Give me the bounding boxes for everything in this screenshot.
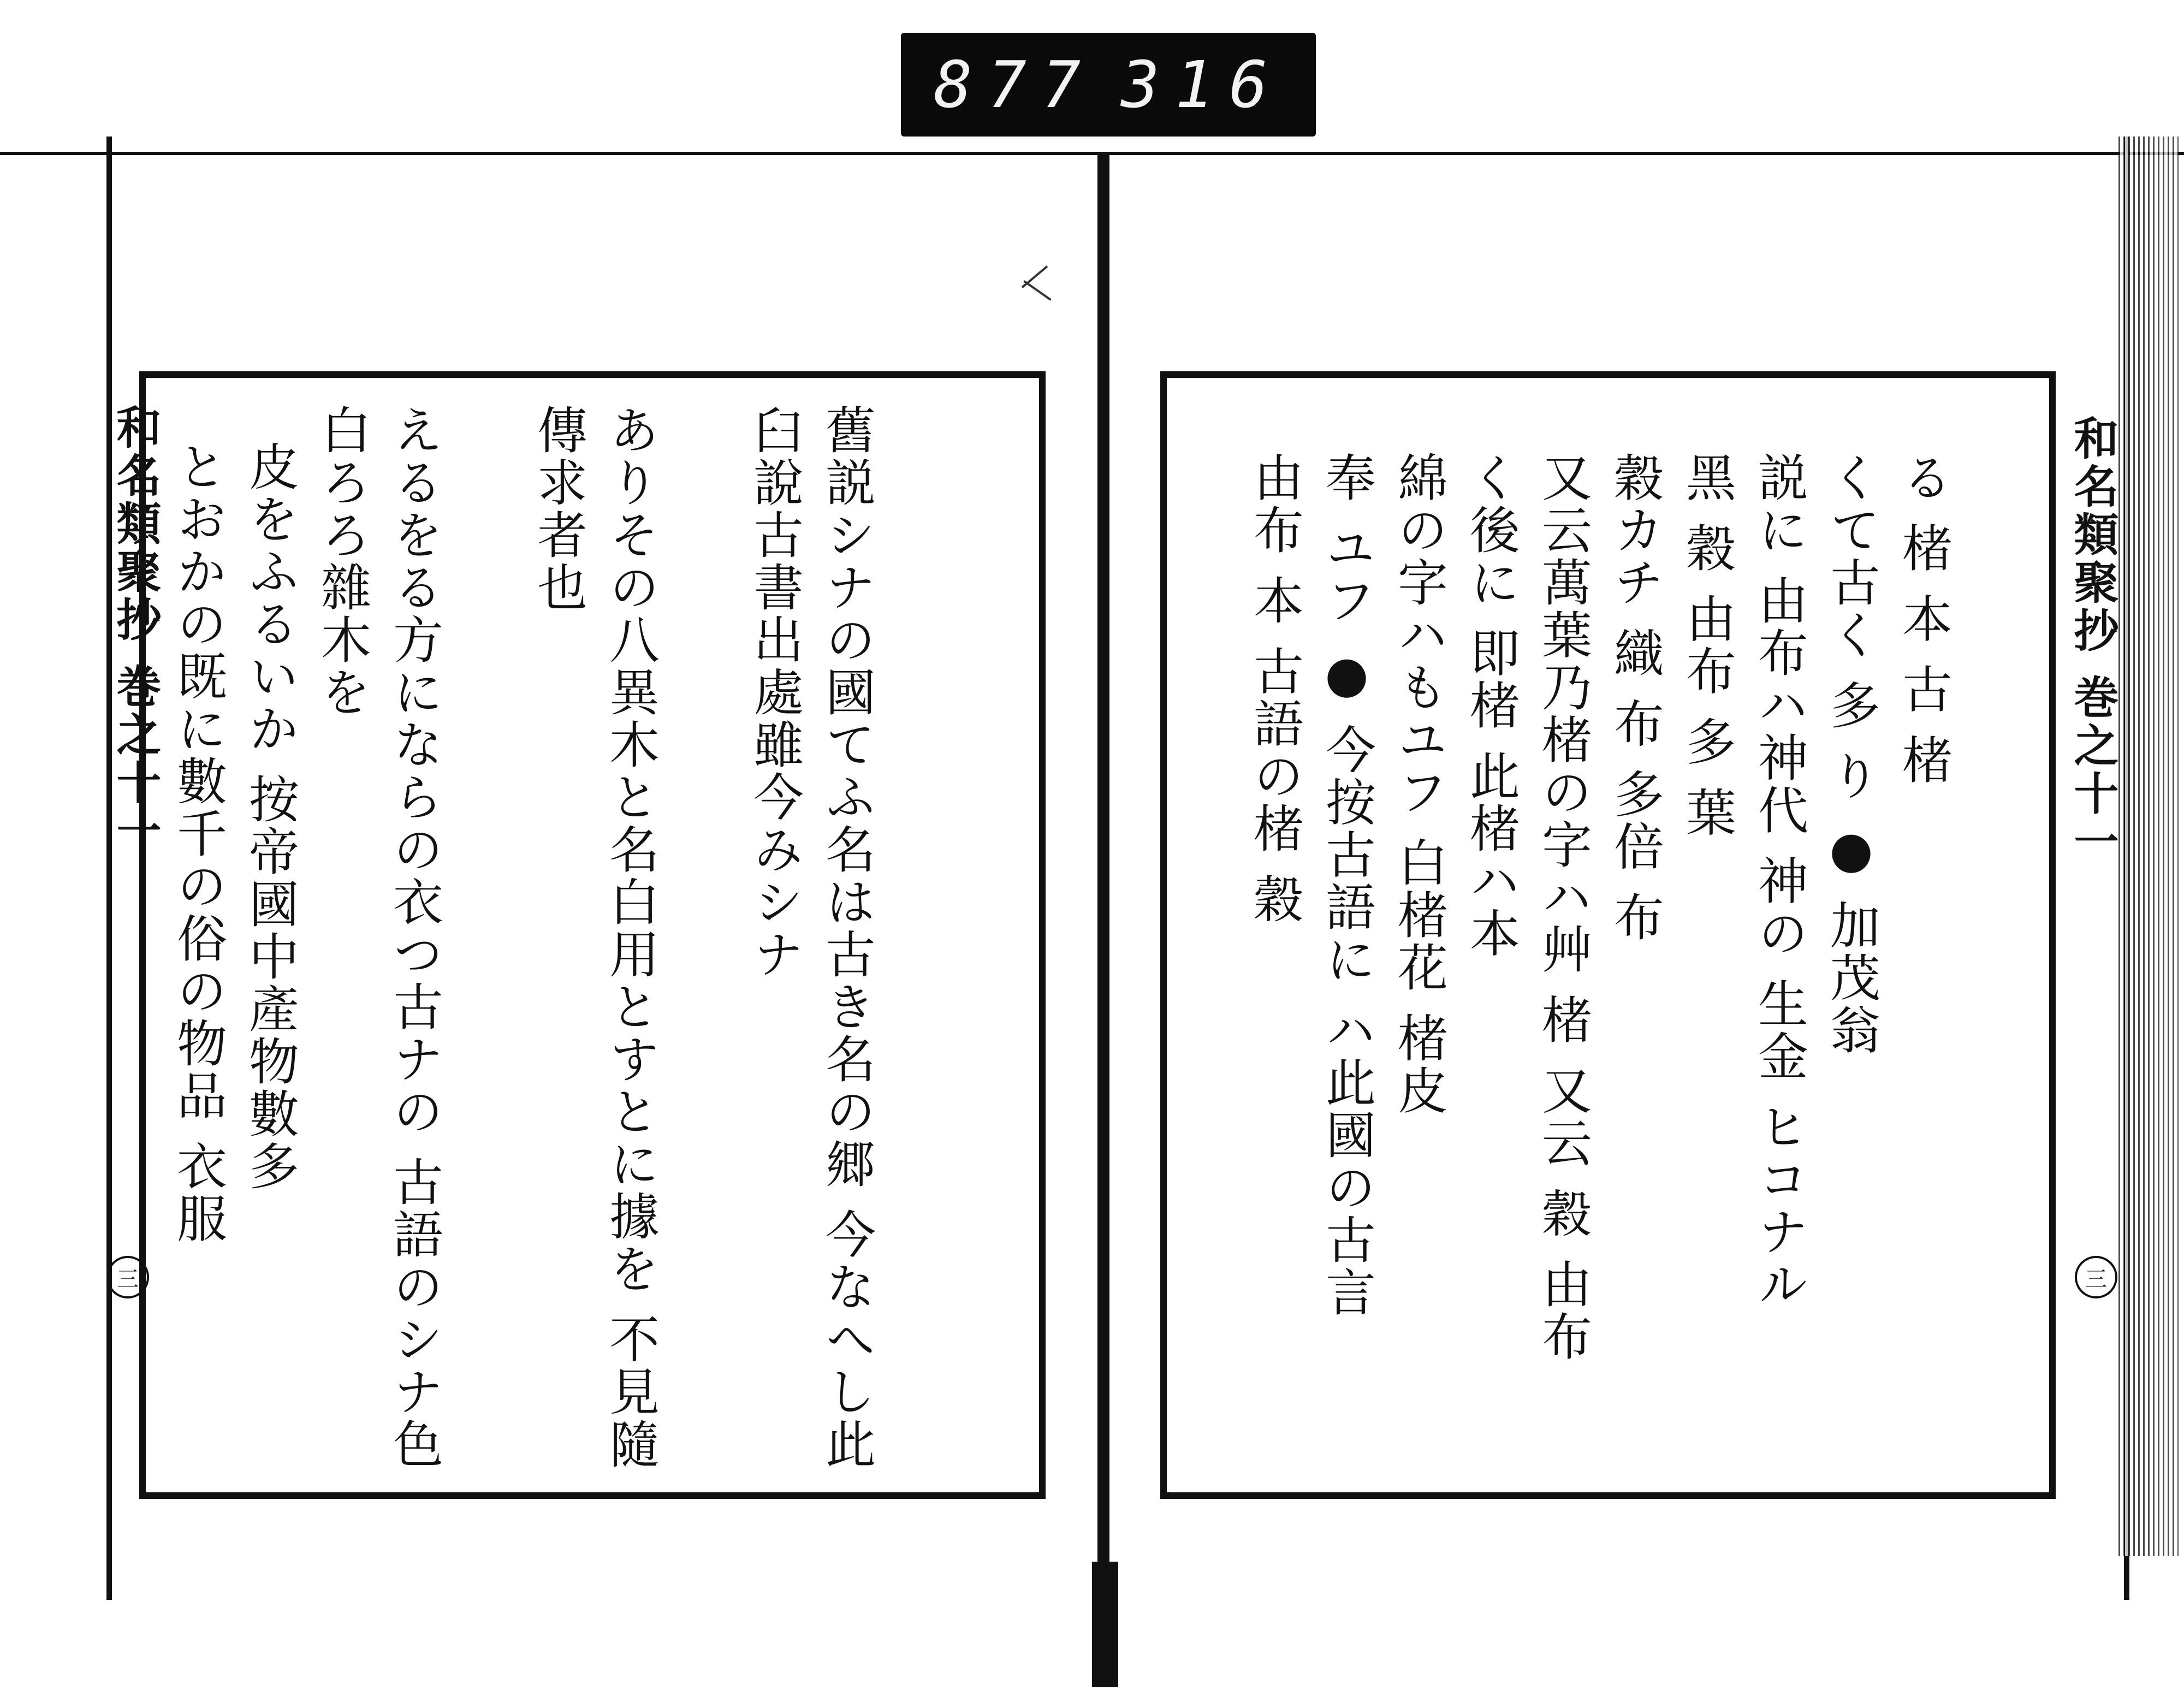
- catalog-number-right: 316: [1120, 47, 1283, 122]
- text-column: る 楮 本 古 楮: [1894, 451, 1952, 786]
- text-column: ありその八異木と名白用とすとに據を 不見隨傳求者也: [529, 404, 660, 1471]
- text-column: 由布 本 古語の楮 穀: [1245, 451, 1304, 926]
- catalog-number-left: 877: [934, 47, 1096, 122]
- left-page-text: [158, 404, 1026, 1474]
- text-column: 黑 穀 由布 多 葉: [1678, 451, 1736, 839]
- spine-clip: [1092, 1562, 1118, 1687]
- left-folio: 三: [106, 1256, 149, 1298]
- page-edges: [2118, 137, 2179, 1556]
- text-column: くて古く 多 り ● 加茂翁: [1822, 451, 1880, 1057]
- text-column: えるをる方にならの衣つ古ナの 古語のシナ色白ろろ雜木を: [313, 404, 443, 1471]
- text-column: 皮をふるいか 按帝國中產物數多: [241, 440, 299, 1193]
- text-column: く後に 即楮 此楮ハ本: [1462, 451, 1520, 959]
- book-spine: [1097, 153, 1109, 1687]
- text-column: 穀カチ 織 布 多倍 布: [1606, 451, 1664, 944]
- text-column: 奉 ユフ ● 今按古語に ハ此國の古言: [1317, 451, 1376, 1319]
- text-column: [158, 441, 162, 1088]
- text-column: 説に 由布ハ神代 神の 生金 ヒコナル: [1750, 451, 1808, 1310]
- text-column: 綿の字ハもユフ 白楮花 楮皮: [1390, 451, 1448, 1117]
- right-margin-title: 和名類聚抄 巻之十一: [2067, 415, 2119, 867]
- right-page-text: [1179, 415, 2031, 1474]
- right-folio: 三: [2075, 1256, 2117, 1298]
- catalog-label: [901, 33, 1316, 137]
- text-column: 又云萬葉乃楮の字ハ艸 楮 又云 穀 由布: [1534, 451, 1592, 1363]
- text-column: 舊説シナの國てふ名は古き名の郷 今なへし此臼說古書出處雖今みシナ: [745, 404, 876, 1471]
- text-column: とおかの既に數千の俗の物品 衣服: [169, 440, 227, 1245]
- left-margin-title: 和名類聚抄 巻之十一: [109, 404, 162, 856]
